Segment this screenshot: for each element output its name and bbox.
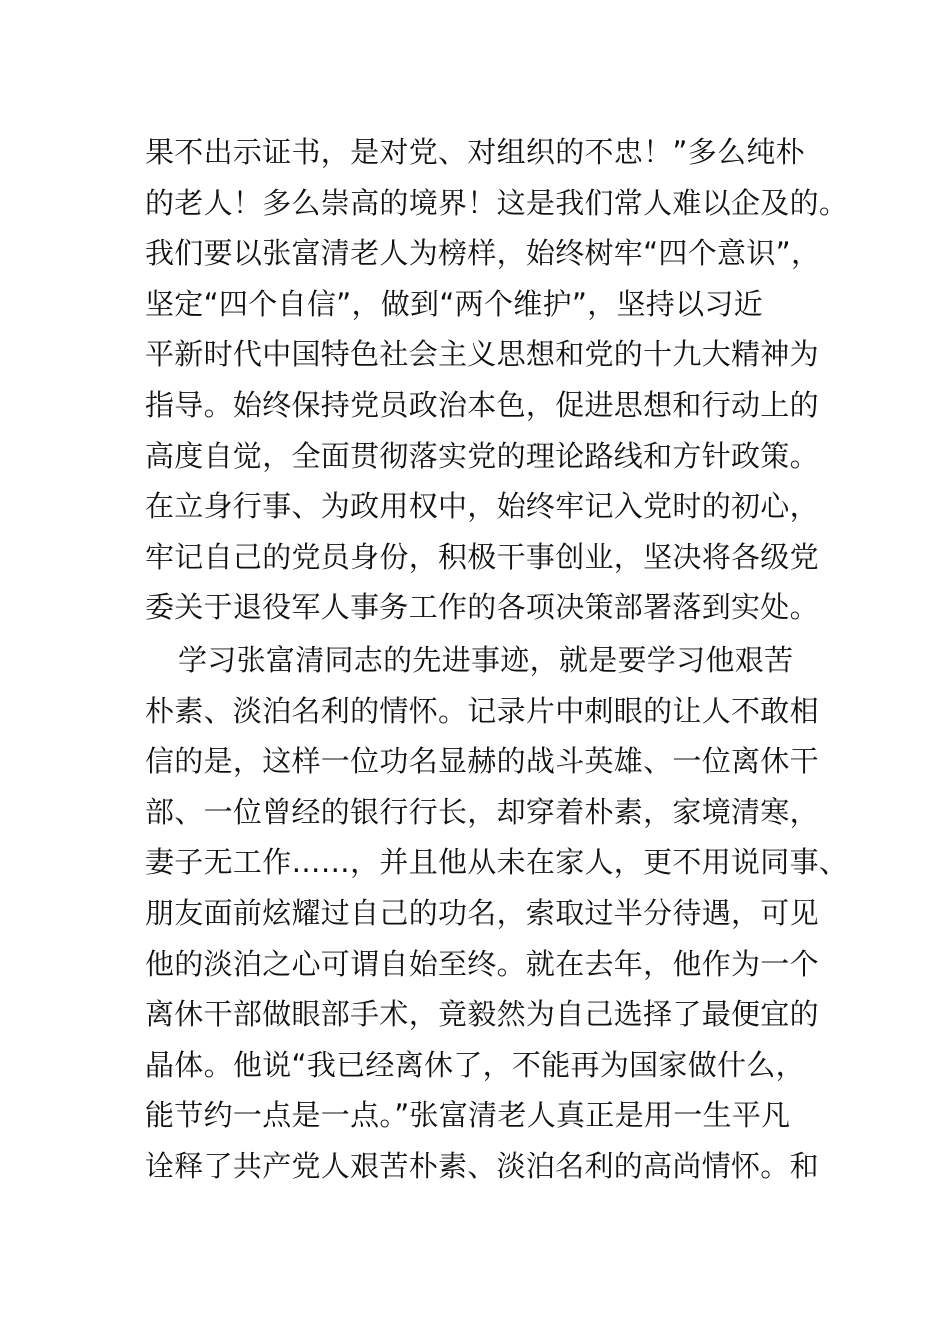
text-line: 坚定“四个自信”，做到“两个维护”，坚持以习近 <box>145 286 763 321</box>
text-line: 牢记自己的党员身份，积极干事创业，坚决将各级党 <box>145 539 819 574</box>
text-line: 的老人！多么崇高的境界！这是我们常人难以企及的。 <box>145 185 849 220</box>
paragraph-1 <box>145 127 849 633</box>
text-line: 诠释了共产党人艰苦朴素、淡泊名利的高尚情怀。和 <box>145 1148 819 1183</box>
text-line: 信的是，这样一位功名显赫的战斗英雄、一位离休干 <box>145 744 819 779</box>
text-line: 朋友面前炫耀过自己的功名，索取过半分待遇，可见 <box>145 895 819 930</box>
text-line: 高度自觉，全面贯彻落实党的理论路线和方针政策。 <box>145 438 819 473</box>
text-line: 指导。始终保持党员政治本色，促进思想和行动上的 <box>145 387 819 422</box>
text-line: 妻子无工作……，并且他从未在家人，更不用说同事、 <box>145 845 849 880</box>
text-line: 部、一位曾经的银行行长，却穿着朴素，家境清寒， <box>145 794 819 829</box>
text-line: 平新时代中国特色社会主义思想和党的十九大精神为 <box>145 337 819 372</box>
text-line: 委关于退役军人事务工作的各项决策部署落到实处。 <box>145 590 819 625</box>
paragraph-2 <box>145 635 849 1192</box>
text-line: 能节约一点是一点。”张富清老人真正是用一生平凡 <box>145 1098 791 1133</box>
text-line: 果不出示证书，是对党、对组织的不忠！”多么纯朴 <box>145 135 805 169</box>
text-line: 晶体。他说“我已经离休了，不能再为国家做什么， <box>145 1047 805 1082</box>
text-line: 离休干部做眼部手术，竟毅然为自己选择了最便宜的 <box>145 997 819 1032</box>
text-line: 我们要以张富清老人为榜样，始终树牢“四个意识”， <box>145 236 821 271</box>
body-text <box>145 127 849 1191</box>
text-line: 他的淡泊之心可谓自始至终。就在去年，他作为一个 <box>145 946 819 981</box>
text-line: 朴素、淡泊名利的情怀。记录片中刺眼的让人不敢相 <box>145 693 819 728</box>
text-line-indented: 学习张富清同志的先进事迹，就是要学习他艰苦 <box>178 642 794 677</box>
text-line: 在立身行事、为政用权中，始终牢记入党时的初心， <box>145 489 819 524</box>
